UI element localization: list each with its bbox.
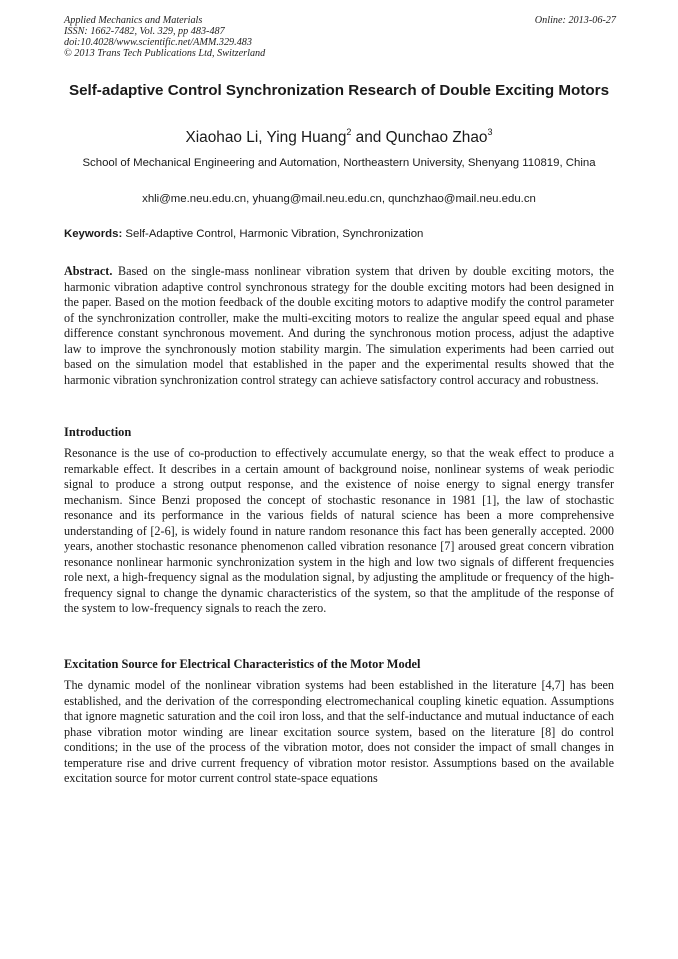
author-emails: xhli@me.neu.edu.cn, yhuang@mail.neu.edu.cn, qunchzhao@mail.neu.edu.cn (142, 193, 536, 205)
section-heading-excitation-source: Excitation Source for Electrical Characteristics of the Motor Model (64, 657, 421, 671)
section-body-excitation-source: The dynamic model of the nonlinear vibration systems had been established in the literature [4,7] has been established, and the derivation of the corresponding electromechanical coupling kinetic equation. Assumptions that ignore magnetic saturation and the coil iron loss, and that the self-inductance and mutual inductance of each phase vibration motor winding are linear excitation source system, based on the literature [8] do control conditions; in the use of the process of the vibration motor, does not consider the impact of small changes in temperature rise and drive current frequency of vibration motor resistor. Assumptions based on the available excitation source for motor current control state-space equations (64, 678, 614, 785)
abstract (64, 264, 614, 388)
abstract-label: Abstract. (64, 264, 113, 278)
paper-title: Self-adaptive Control Synchronization Research of Double Exciting Motors (68, 82, 610, 99)
issn-line: ISSN: 1662-7482, Vol. 329, pp 483-487 (64, 26, 225, 37)
journal-header (64, 15, 265, 59)
affiliation: School of Mechanical Engineering and Automation, Northeastern University, Shenyang 110819, China (82, 157, 596, 169)
keywords (64, 227, 624, 242)
author-3: and Qunchao Zhao (351, 129, 488, 146)
section-heading-introduction: Introduction (64, 425, 132, 439)
author-3-affiliation-mark: 3 (487, 127, 493, 137)
keywords-label: Keywords: (64, 228, 123, 240)
author-1: Xiaohao Li, (185, 129, 267, 146)
journal-name: Applied Mechanics and Materials (64, 15, 203, 26)
author-2-affiliation-mark: 2 (346, 127, 352, 137)
copyright-line: © 2013 Trans Tech Publications Ltd, Switzerland (64, 48, 266, 59)
abstract-text: Based on the single-mass nonlinear vibration system that driven by double exciting motors, the harmonic vibration adaptive control synchronous strategy for the double exciting motors had been designed in the paper. Based on the motion feedback of the double exciting motors to adaptive modify the control parameter of the synchronization controller, make the multi-exciting motors to realize the angular speed equal and phase difference constant synchronous movement. And during the synchronous motion process, adjust the adaptive law to improve the synchronously motion stability margin. The simulation experiments had been carried out based on the simulation model that established in the paper and the experimental results showed that the harmonic vibration synchronization control strategy can achieve satisfactory control accuracy and robustness. (64, 264, 614, 387)
author-line (64, 128, 614, 148)
keywords-text: Self-Adaptive Control, Harmonic Vibration, Synchronization (122, 228, 424, 240)
author-2: Ying Huang (266, 129, 347, 146)
doi-line: doi:10.4028/www.scientific.net/AMM.329.483 (64, 37, 252, 48)
online-date: Online: 2013-06-27 (534, 15, 616, 26)
section-body-introduction: Resonance is the use of co-production to effectively accumulate energy, so that the weak effect to produce a remarkable effect. It describes in a certain amount of background noise, nonlinear systems of weak periodic signal to produce a strong output response, and the existence of noise energy to signal energy transfer mechanism. Since Benzi proposed the concept of stochastic resonance in 1981 [1], the law of stochastic resonance and its performance in the various fields of natural science has been a more comprehensive understanding of [2-6], is widely found in nature random resonance this fact has been generally accepted. 2000 years, another stochastic resonance phenomenon called vibration resonance [7] aroused great concern vibration resonance nonlinear harmonic synchronization system in the high and low two signals of different frequencies role next, a high-frequency signal as the modulation signal, by adjusting the amplitude or frequency of the high-frequency signal to change the dynamic characteristics of the system, so that the amplitude of the response of the system to low-frequency signals to reach the zero. (64, 446, 614, 615)
